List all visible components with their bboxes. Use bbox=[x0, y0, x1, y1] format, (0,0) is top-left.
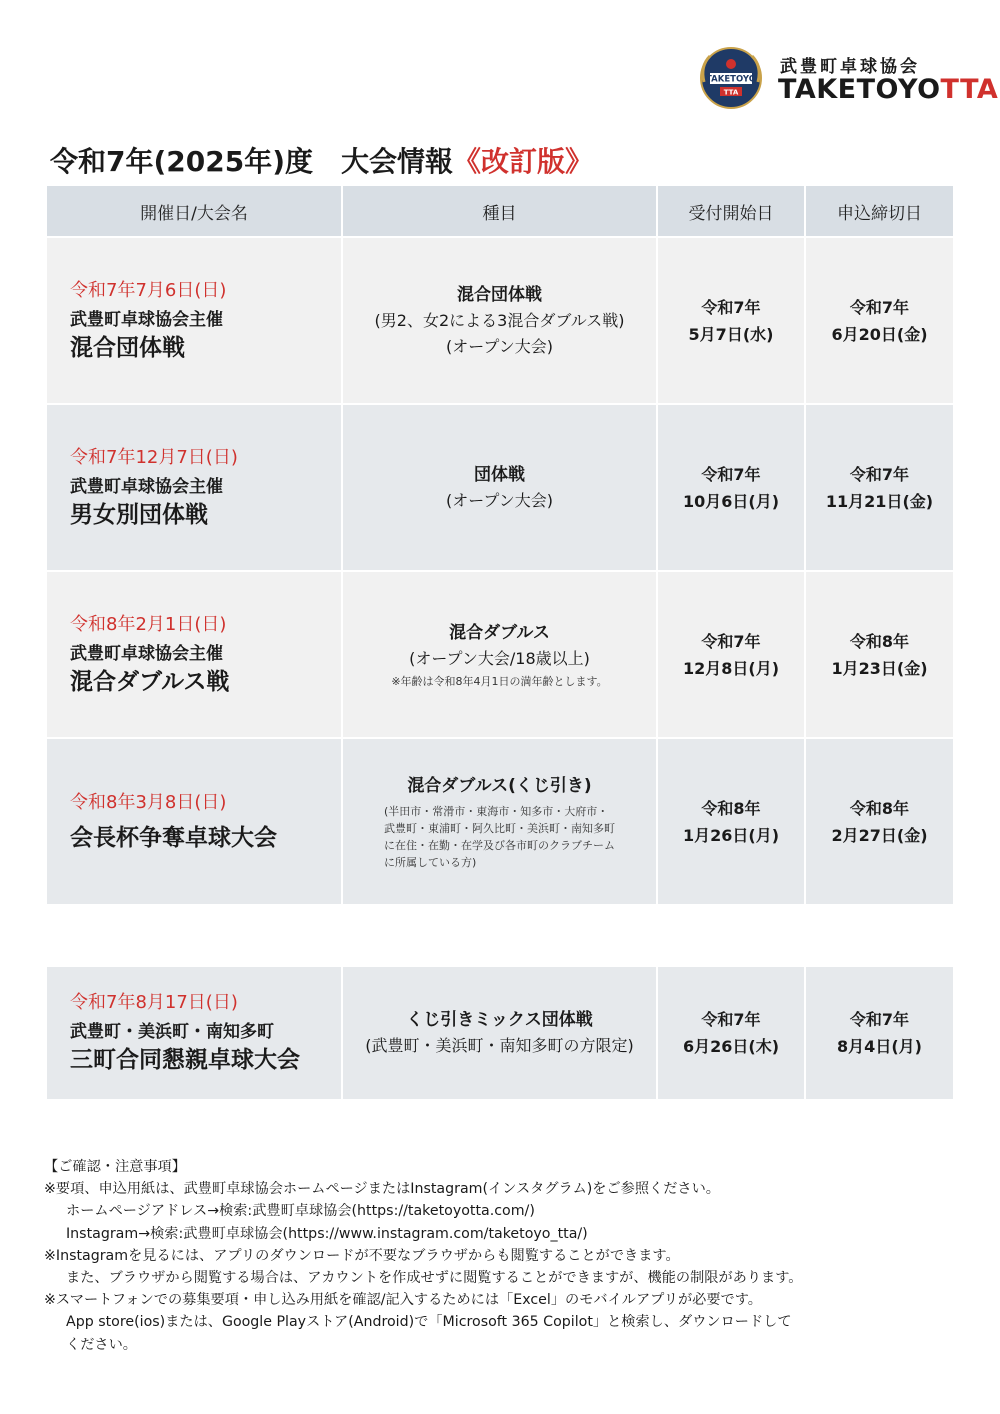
org-name-jp: 武豊町卓球協会 bbox=[780, 57, 920, 77]
note-line: ※スマートフォンでの募集要項・申し込み用紙を確認/記入するためには「Excel」のモバイルアプリが必要です。 bbox=[44, 1292, 762, 1309]
deadline-year: 令和8年 bbox=[849, 631, 910, 651]
event-title: 混合ダブルス bbox=[449, 622, 550, 643]
header-date-name: 開催日/大会名 bbox=[47, 186, 341, 236]
org-name-en-main: TAKETOYO bbox=[778, 74, 941, 105]
event-note: ※年齢は令和8年4月1日の満年齢とします。 bbox=[391, 674, 608, 688]
cell-deadline bbox=[806, 405, 953, 570]
event-organizer: 武豊町・美浜町・南知多町 bbox=[70, 1022, 274, 1042]
table-row bbox=[47, 967, 953, 1099]
extra-tournament-table bbox=[47, 967, 953, 1101]
eligibility-line: に所属している方) bbox=[384, 855, 477, 869]
notes-heading: 【ご確認・注意事項】 bbox=[44, 1159, 186, 1175]
table-header bbox=[47, 186, 953, 236]
note-line-homepage: ホームページアドレス→検索:武豊町卓球協会(https://taketoyotta.com/) bbox=[66, 1203, 535, 1220]
page-title bbox=[50, 140, 593, 180]
note-line: ください。 bbox=[66, 1336, 137, 1353]
note-line: ※要項、申込用紙は、武豊町卓球協会ホームページまたはInstagram(インスタグラム)をご参照ください。 bbox=[44, 1181, 720, 1198]
reception-date: 1月26日(月) bbox=[682, 825, 780, 845]
cell-date-name bbox=[47, 739, 341, 904]
header-event: 種目 bbox=[343, 186, 656, 236]
cell-event bbox=[343, 967, 656, 1099]
eligibility-line: (半田市・常滑市・東海市・知多市・大府市・ bbox=[384, 804, 609, 818]
event-date: 令和7年8月17日(日) bbox=[70, 992, 238, 1013]
event-sub: (男2、女2による3混合ダブルス戦) bbox=[374, 310, 625, 330]
reception-year: 令和8年 bbox=[701, 798, 761, 818]
emblem-text: TAKETOYO bbox=[706, 74, 756, 85]
cell-deadline bbox=[806, 967, 953, 1099]
org-logo bbox=[696, 46, 999, 110]
cell-date-name bbox=[47, 238, 341, 403]
cell-reception bbox=[658, 238, 804, 403]
event-sub: (オープン大会/18歳以上) bbox=[409, 648, 590, 668]
deadline-date: 1月23日(金) bbox=[831, 658, 928, 678]
deadline-year: 令和7年 bbox=[849, 297, 910, 317]
notes-section bbox=[44, 1156, 956, 1356]
event-date: 令和8年3月8日(日) bbox=[70, 791, 227, 813]
note-line: App store(ios)または、Google Playストア(Android)で「Microsoft 365 Copilot」と検索し、ダウンロードして bbox=[66, 1314, 792, 1331]
event-sub: (武豊町・美浜町・南知多町の方限定) bbox=[365, 1036, 634, 1055]
cell-event bbox=[343, 238, 656, 403]
reception-year: 令和7年 bbox=[701, 464, 761, 484]
cell-date-name bbox=[47, 572, 341, 737]
cell-deadline bbox=[806, 739, 953, 904]
cell-date-name bbox=[47, 967, 341, 1099]
table-row bbox=[47, 572, 953, 737]
event-organizer: 武豊町卓球協会主催 bbox=[70, 309, 223, 330]
cell-deadline bbox=[806, 238, 953, 403]
event-name: 男女別団体戦 bbox=[70, 501, 208, 528]
title-revision: 《改訂版》 bbox=[453, 145, 594, 178]
event-title: 団体戦 bbox=[474, 464, 525, 485]
deadline-year: 令和8年 bbox=[849, 798, 910, 818]
emblem-sub-text: TTA bbox=[723, 88, 739, 97]
title-main: 令和7年(2025年)度 大会情報 bbox=[50, 145, 454, 178]
cell-reception bbox=[658, 405, 804, 570]
reception-year: 令和7年 bbox=[701, 631, 761, 651]
cell-event bbox=[343, 739, 656, 904]
note-line: また、ブラウザから閲覧する場合は、アカウントを作成せずに閲覧することができますが、機能の制限があります。 bbox=[66, 1270, 803, 1287]
reception-year: 令和7年 bbox=[701, 297, 761, 317]
reception-date: 6月26日(木) bbox=[682, 1037, 780, 1056]
org-name-en bbox=[778, 74, 998, 105]
event-name: 会長杯争奪卓球大会 bbox=[70, 824, 277, 851]
event-name: 混合団体戦 bbox=[70, 334, 185, 361]
reception-date: 5月7日(水) bbox=[688, 324, 774, 344]
header-deadline: 申込締切日 bbox=[806, 186, 953, 236]
table-row bbox=[47, 238, 953, 403]
event-sub: (オープン大会) bbox=[445, 490, 554, 510]
deadline-year: 令和7年 bbox=[849, 1010, 910, 1029]
cell-reception bbox=[658, 739, 804, 904]
cell-date-name bbox=[47, 405, 341, 570]
reception-date: 10月6日(月) bbox=[682, 491, 780, 511]
event-organizer: 武豊町卓球協会主催 bbox=[70, 643, 223, 664]
event-note: (オープン大会) bbox=[445, 336, 554, 356]
event-title: 混合ダブルス(くじ引き) bbox=[407, 775, 592, 796]
table-row bbox=[47, 739, 953, 904]
note-line: ※Instagramを見るには、アプリのダウンロードが不要なブラウザからも閲覧することができます。 bbox=[44, 1247, 680, 1264]
note-line-instagram: Instagram→検索:武豊町卓球協会(https://www.instagram.com/taketoyo_tta/) bbox=[66, 1225, 588, 1242]
deadline-date: 8月4日(月) bbox=[837, 1037, 922, 1056]
event-title: 混合団体戦 bbox=[457, 284, 542, 305]
header-reception: 受付開始日 bbox=[658, 186, 804, 236]
event-date: 令和7年7月6日(日) bbox=[70, 279, 227, 301]
cell-event bbox=[343, 572, 656, 737]
table-row bbox=[47, 405, 953, 570]
event-eligibility bbox=[384, 803, 615, 871]
club-emblem-icon bbox=[696, 46, 766, 110]
deadline-year: 令和7年 bbox=[849, 464, 910, 484]
reception-date: 12月8日(月) bbox=[682, 658, 780, 678]
eligibility-line: 武豊町・東浦町・阿久比町・美浜町・南知多町 bbox=[384, 821, 615, 835]
reception-year: 令和7年 bbox=[701, 1010, 761, 1029]
deadline-date: 6月20日(金) bbox=[831, 324, 928, 344]
event-name: 混合ダブルス戦 bbox=[70, 668, 230, 695]
cell-deadline bbox=[806, 572, 953, 737]
event-date: 令和7年12月7日(日) bbox=[70, 446, 238, 468]
cell-reception bbox=[658, 967, 804, 1099]
eligibility-line: に在住・在勤・在学及び各市町のクラブチーム bbox=[384, 838, 615, 852]
deadline-date: 11月21日(金) bbox=[825, 491, 934, 511]
event-date: 令和8年2月1日(日) bbox=[70, 613, 227, 635]
org-name-en-accent: TTA bbox=[940, 74, 999, 105]
event-organizer: 武豊町卓球協会主催 bbox=[70, 476, 223, 497]
event-name: 三町合同懇親卓球大会 bbox=[70, 1047, 300, 1073]
cell-event bbox=[343, 405, 656, 570]
cell-reception bbox=[658, 572, 804, 737]
event-title: くじ引きミックス団体戦 bbox=[406, 1010, 593, 1030]
deadline-date: 2月27日(金) bbox=[831, 825, 928, 845]
tournament-table bbox=[47, 186, 953, 906]
